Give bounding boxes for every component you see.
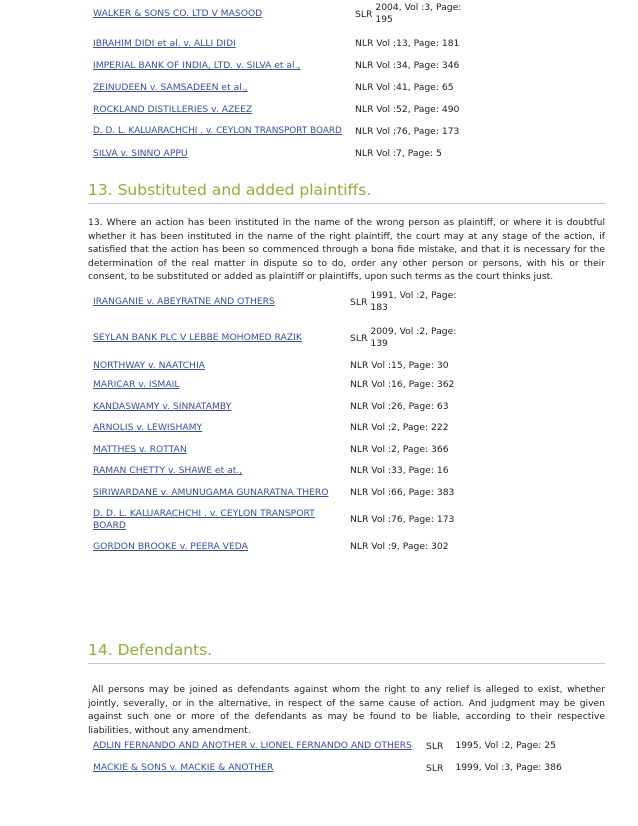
case-citation	[355, 121, 459, 143]
citation-detail: 1991, Vol :2, Page: 183	[370, 290, 457, 313]
case-citation	[350, 460, 449, 482]
case-row	[88, 33, 608, 55]
citation-source: SLR	[350, 296, 368, 308]
case-row	[88, 417, 608, 439]
case-row	[88, 396, 608, 418]
case-citation	[355, 3, 470, 25]
citation-detail: 1999, Vol :3, Page: 386	[455, 762, 562, 774]
case-link[interactable]: SEYLAN BANK PLC V LEBBE MOHOMED RAZIK	[93, 332, 302, 344]
case-link[interactable]: WALKER & SONS CO. LTD V MASOOD	[93, 8, 263, 20]
citation-detail: NLR Vol :52, Page: 490	[355, 104, 460, 116]
citation-detail: NLR Vol :2, Page: 222	[350, 422, 449, 434]
citation-source: SLR	[426, 762, 444, 774]
citation-detail: 2009, Vol :2, Page: 139	[370, 326, 457, 349]
case-citation	[350, 396, 449, 418]
case-link[interactable]: ARNOLIS v. LEWISHAMY	[93, 422, 203, 434]
citation-detail: NLR Vol :13, Page: 181	[355, 38, 460, 50]
case-citation	[355, 99, 459, 121]
case-row	[88, 735, 608, 757]
section-14-heading: 14. Defendants.	[88, 641, 605, 664]
case-row	[88, 460, 608, 482]
citation-detail: 1995, Vol :2, Page: 25	[455, 740, 556, 752]
case-citation	[350, 505, 454, 535]
citation-detail: NLR Vol :16, Page: 362	[350, 379, 455, 391]
citation-detail: NLR Vol :7, Page: 5	[355, 148, 442, 160]
case-row	[88, 291, 608, 313]
case-link[interactable]: IBRAHIM DIDI et al. v. ALLI DIDI	[93, 38, 236, 50]
case-link[interactable]: GORDON BROOKE v. PEERA VEDA	[93, 541, 248, 553]
case-row	[88, 757, 608, 779]
case-link[interactable]: SILVA v. SINNO APPU	[93, 148, 188, 160]
section-13-text: 13. Where an action has been instituted in the name of the wrong person as plaintiff, or where it is doubtful whether it has been instituted in the name of the right plaintiff, the court may at any stage of the action, if satisfied that the action has been so commenced through a bona fide mistake, and that it is necessary for the determination of the real matter in dispute so to do, order any other person or persons, with his or their consent, to be substituted or added as plaintiff or plaintiffs, upon such terms as the court thinks just.	[88, 217, 605, 283]
citation-detail: NLR Vol :26, Page: 63	[350, 401, 449, 413]
case-row	[88, 374, 608, 396]
case-row	[88, 99, 608, 121]
case-row	[88, 505, 608, 535]
citation-detail: NLR Vol :34, Page: 346	[355, 60, 460, 72]
case-citation	[355, 33, 459, 55]
case-link[interactable]: IRANGANIE v. ABEYRATNE AND OTHERS	[93, 296, 275, 308]
case-link[interactable]: MARICAR v. ISMAIL	[93, 379, 180, 391]
case-citation	[350, 374, 454, 396]
citation-detail: NLR Vol :15, Page: 30	[350, 360, 449, 372]
citation-detail: NLR Vol :2, Page: 366	[350, 444, 449, 456]
citation-detail: NLR Vol :76, Page: 173	[350, 514, 455, 526]
citation-detail: NLR Vol :33, Page: 16	[350, 465, 449, 477]
case-link[interactable]: NORTHWAY v. NAATCHIA	[93, 360, 205, 372]
case-link[interactable]: ROCKLAND DISTILLERIES v. AZEEZ	[93, 104, 253, 116]
case-row	[88, 3, 608, 25]
citation-detail: 2004, Vol :3, Page: 195	[375, 2, 462, 25]
case-link[interactable]: ADLIN FERNANDO AND ANOTHER v. LIONEL FERNANDO AND OTHERS	[93, 740, 412, 752]
citation-source: SLR	[426, 740, 444, 752]
case-row	[88, 327, 608, 349]
case-citation	[350, 327, 465, 349]
citation-detail: NLR Vol :66, Page: 383	[350, 487, 455, 499]
citation-detail: NLR Vol :41, Page: 65	[355, 82, 454, 94]
case-citation	[426, 735, 556, 757]
citation-source: SLR	[350, 332, 368, 344]
section-14-text: All persons may be joined as defendants against whom the right to any relief is alleged to exist, whether jointly, severally, or in the alternative, in respect of the same cause of action. And judgment may be given against such one or more of the defendants as may be found to be liable, according to their respective liabilities, without any amendment.	[88, 684, 605, 736]
case-row	[88, 77, 608, 99]
case-link[interactable]: ZEINUDEEN v. SAMSADEEN et al.,	[93, 82, 248, 94]
case-link[interactable]: D. D. L. KALUARACHCHI . v. CEYLON TRANSPORT BOARD	[93, 508, 315, 531]
case-citation	[350, 417, 449, 439]
case-row	[88, 143, 608, 165]
case-row	[88, 439, 608, 461]
section-13-heading: 13. Substituted and added plaintiffs.	[88, 181, 605, 204]
case-citation	[350, 439, 449, 461]
case-citation	[426, 757, 562, 779]
case-citation	[355, 143, 442, 165]
case-link[interactable]: IMPERIAL BANK OF INDIA, LTD. v. SILVA et al.,	[93, 60, 301, 72]
case-link[interactable]: KANDASWAMY v. SINNATAMBY	[93, 401, 232, 413]
citation-detail: NLR Vol :76, Page: 173	[355, 126, 460, 138]
case-link[interactable]: D. D. L. KALUARACHCHI . v. CEYLON TRANSPORT BOARD	[93, 126, 342, 137]
case-link[interactable]: MACKIE & SONS v. MACKIE & ANOTHER	[93, 762, 274, 774]
case-row	[88, 536, 608, 558]
case-citation	[355, 77, 454, 99]
case-link[interactable]: SIRIWARDANE v. AMUNUGAMA GUNARATNA THERO	[93, 487, 329, 499]
case-citation	[350, 536, 449, 558]
case-row	[88, 482, 608, 504]
case-citation	[350, 482, 454, 504]
case-link[interactable]: RAMAN CHETTY v. SHAWE et at.,	[93, 465, 243, 477]
case-citation	[350, 291, 465, 313]
case-citation	[355, 55, 459, 77]
case-row	[88, 55, 608, 77]
case-row	[88, 121, 608, 143]
citation-source: SLR	[355, 8, 373, 20]
case-link[interactable]: MATTHES v. ROTTAN	[93, 444, 187, 456]
citation-detail: NLR Vol :9, Page: 302	[350, 541, 449, 553]
